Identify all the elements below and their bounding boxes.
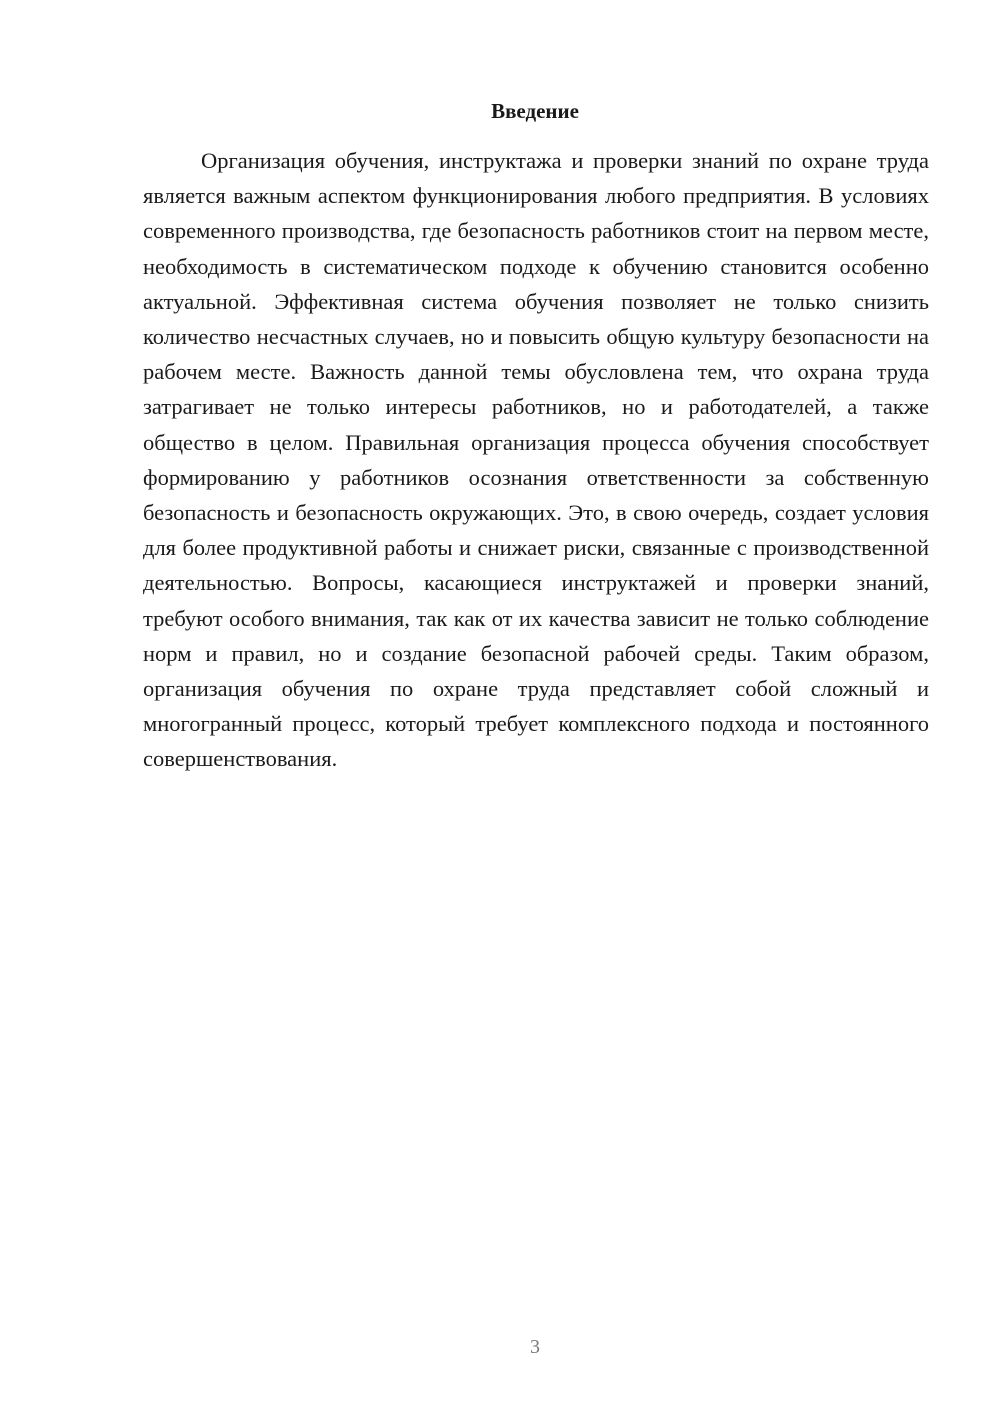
paragraph-text: Организация обучения, инструктажа и проверки знаний по охране труда является важным аспектом функционирования любого предприятия. В условиях современного производства, где безопасность работников стоит на первом месте, необходимость в систематическом подходе к обучению становится особенно актуальной. Эффективная система обучения позволяет не только снизить количество несчастных случаев, но и повысить общую культуру безопасности на рабочем месте. Важность данной темы обусловлена тем, что охрана труда затрагивает не только интересы работников, но и работодателей, а также общество в целом. Правильная организация процесса обучения способствует формированию у работников осознания ответственности за собственную безопасность и безопасность окружающих. Это, в свою очередь, создает условия для более продуктивной работы и снижает риски, связанные с производственной деятельностью. Вопросы, касающиеся инструктажей и проверки знаний, требуют особого внимания, так как от их качества зависит не только соблюдение норм и правил, но и создание безопасной рабочей среды. Таким образом, организация обучения по охране труда представляет собой сложный и многогранный процесс, который требует комплексного подхода и постоянного совершенствования. [143, 148, 929, 772]
section-heading: Введение [491, 99, 579, 123]
body-paragraph [143, 143, 929, 777]
page-number: 3 [530, 1336, 540, 1358]
